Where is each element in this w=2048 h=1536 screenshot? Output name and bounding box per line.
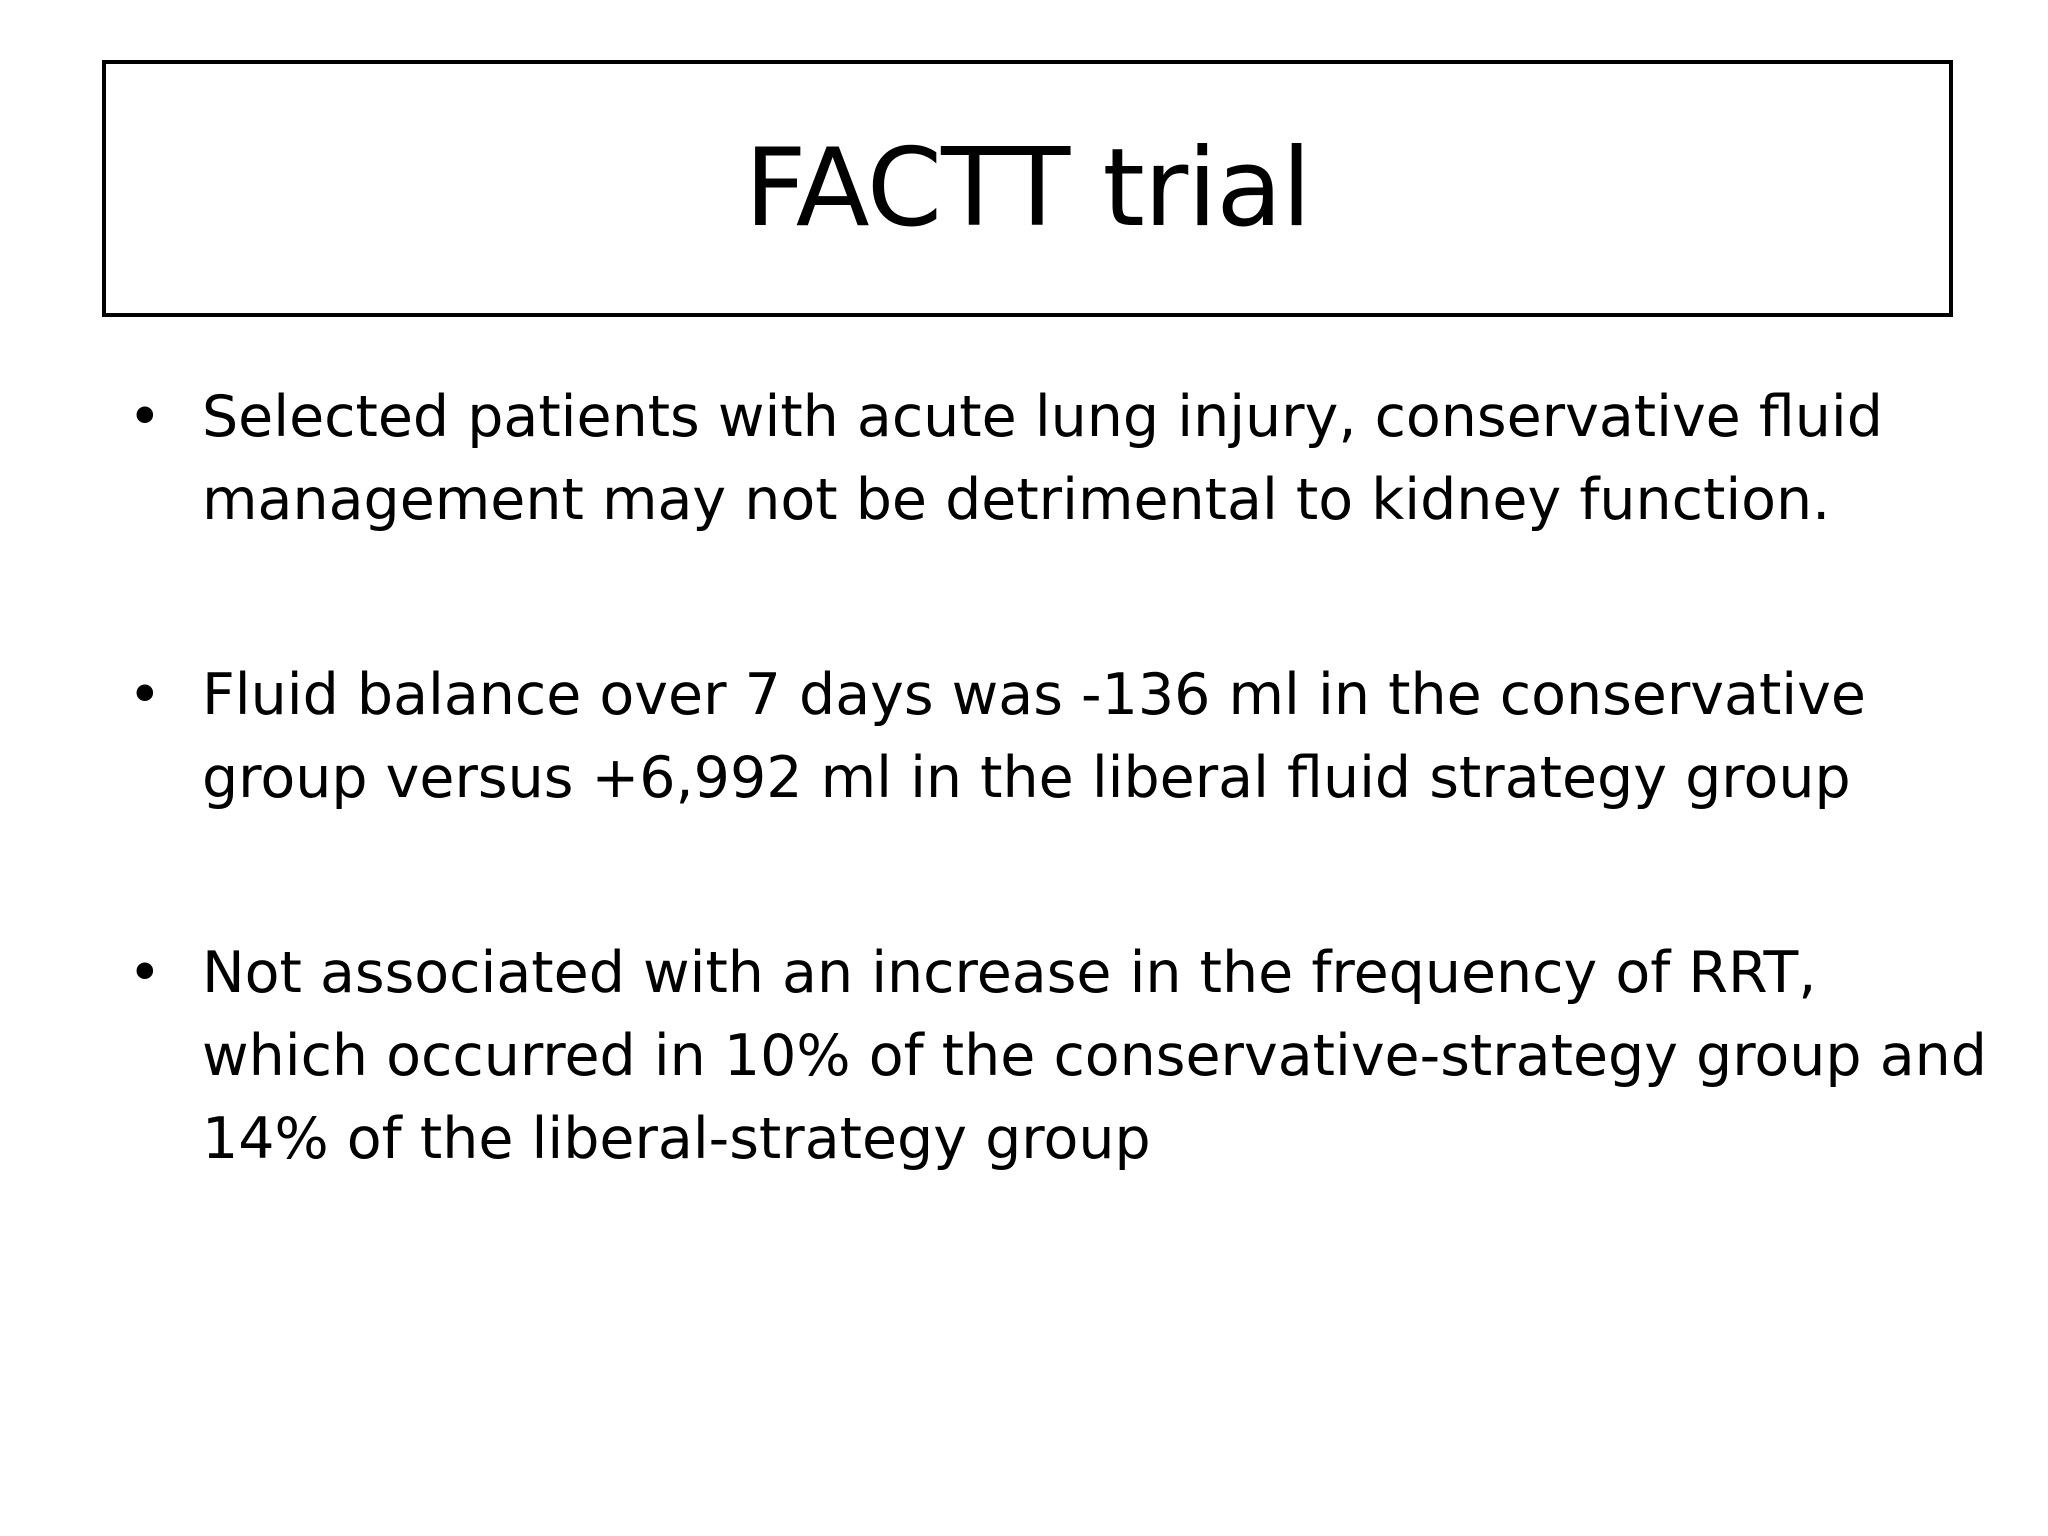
slide-title-box [102,60,1953,317]
bullet-item [120,376,1960,542]
bullet-item [120,654,1960,820]
bullet-dot-icon: • [128,662,162,728]
bullet-text-line: group versus +6,992 ml in the liberal fluid strategy group [202,745,1851,811]
bullet-text-line: Not associated with an increase in the frequency of RRT, [202,940,1817,1006]
bullet-dot-icon: • [128,940,162,1006]
bullet-text-line: which occurred in 10% of the conservative-strategy group and [202,1023,1987,1089]
bullet-dot-icon: • [128,384,162,450]
bullet-item [120,932,1987,1181]
bullet-text-line: Fluid balance over 7 days was -136 ml in the conservative [202,662,1866,728]
bullet-text-line: 14% of the liberal-strategy group [202,1106,1151,1172]
bullet-text-line: management may not be detrimental to kidney function. [202,467,1831,533]
slide-title: FACTT trial [744,125,1311,251]
bullet-list [120,376,1987,1181]
bullet-text-line: Selected patients with acute lung injury, conservative fluid [202,384,1883,450]
